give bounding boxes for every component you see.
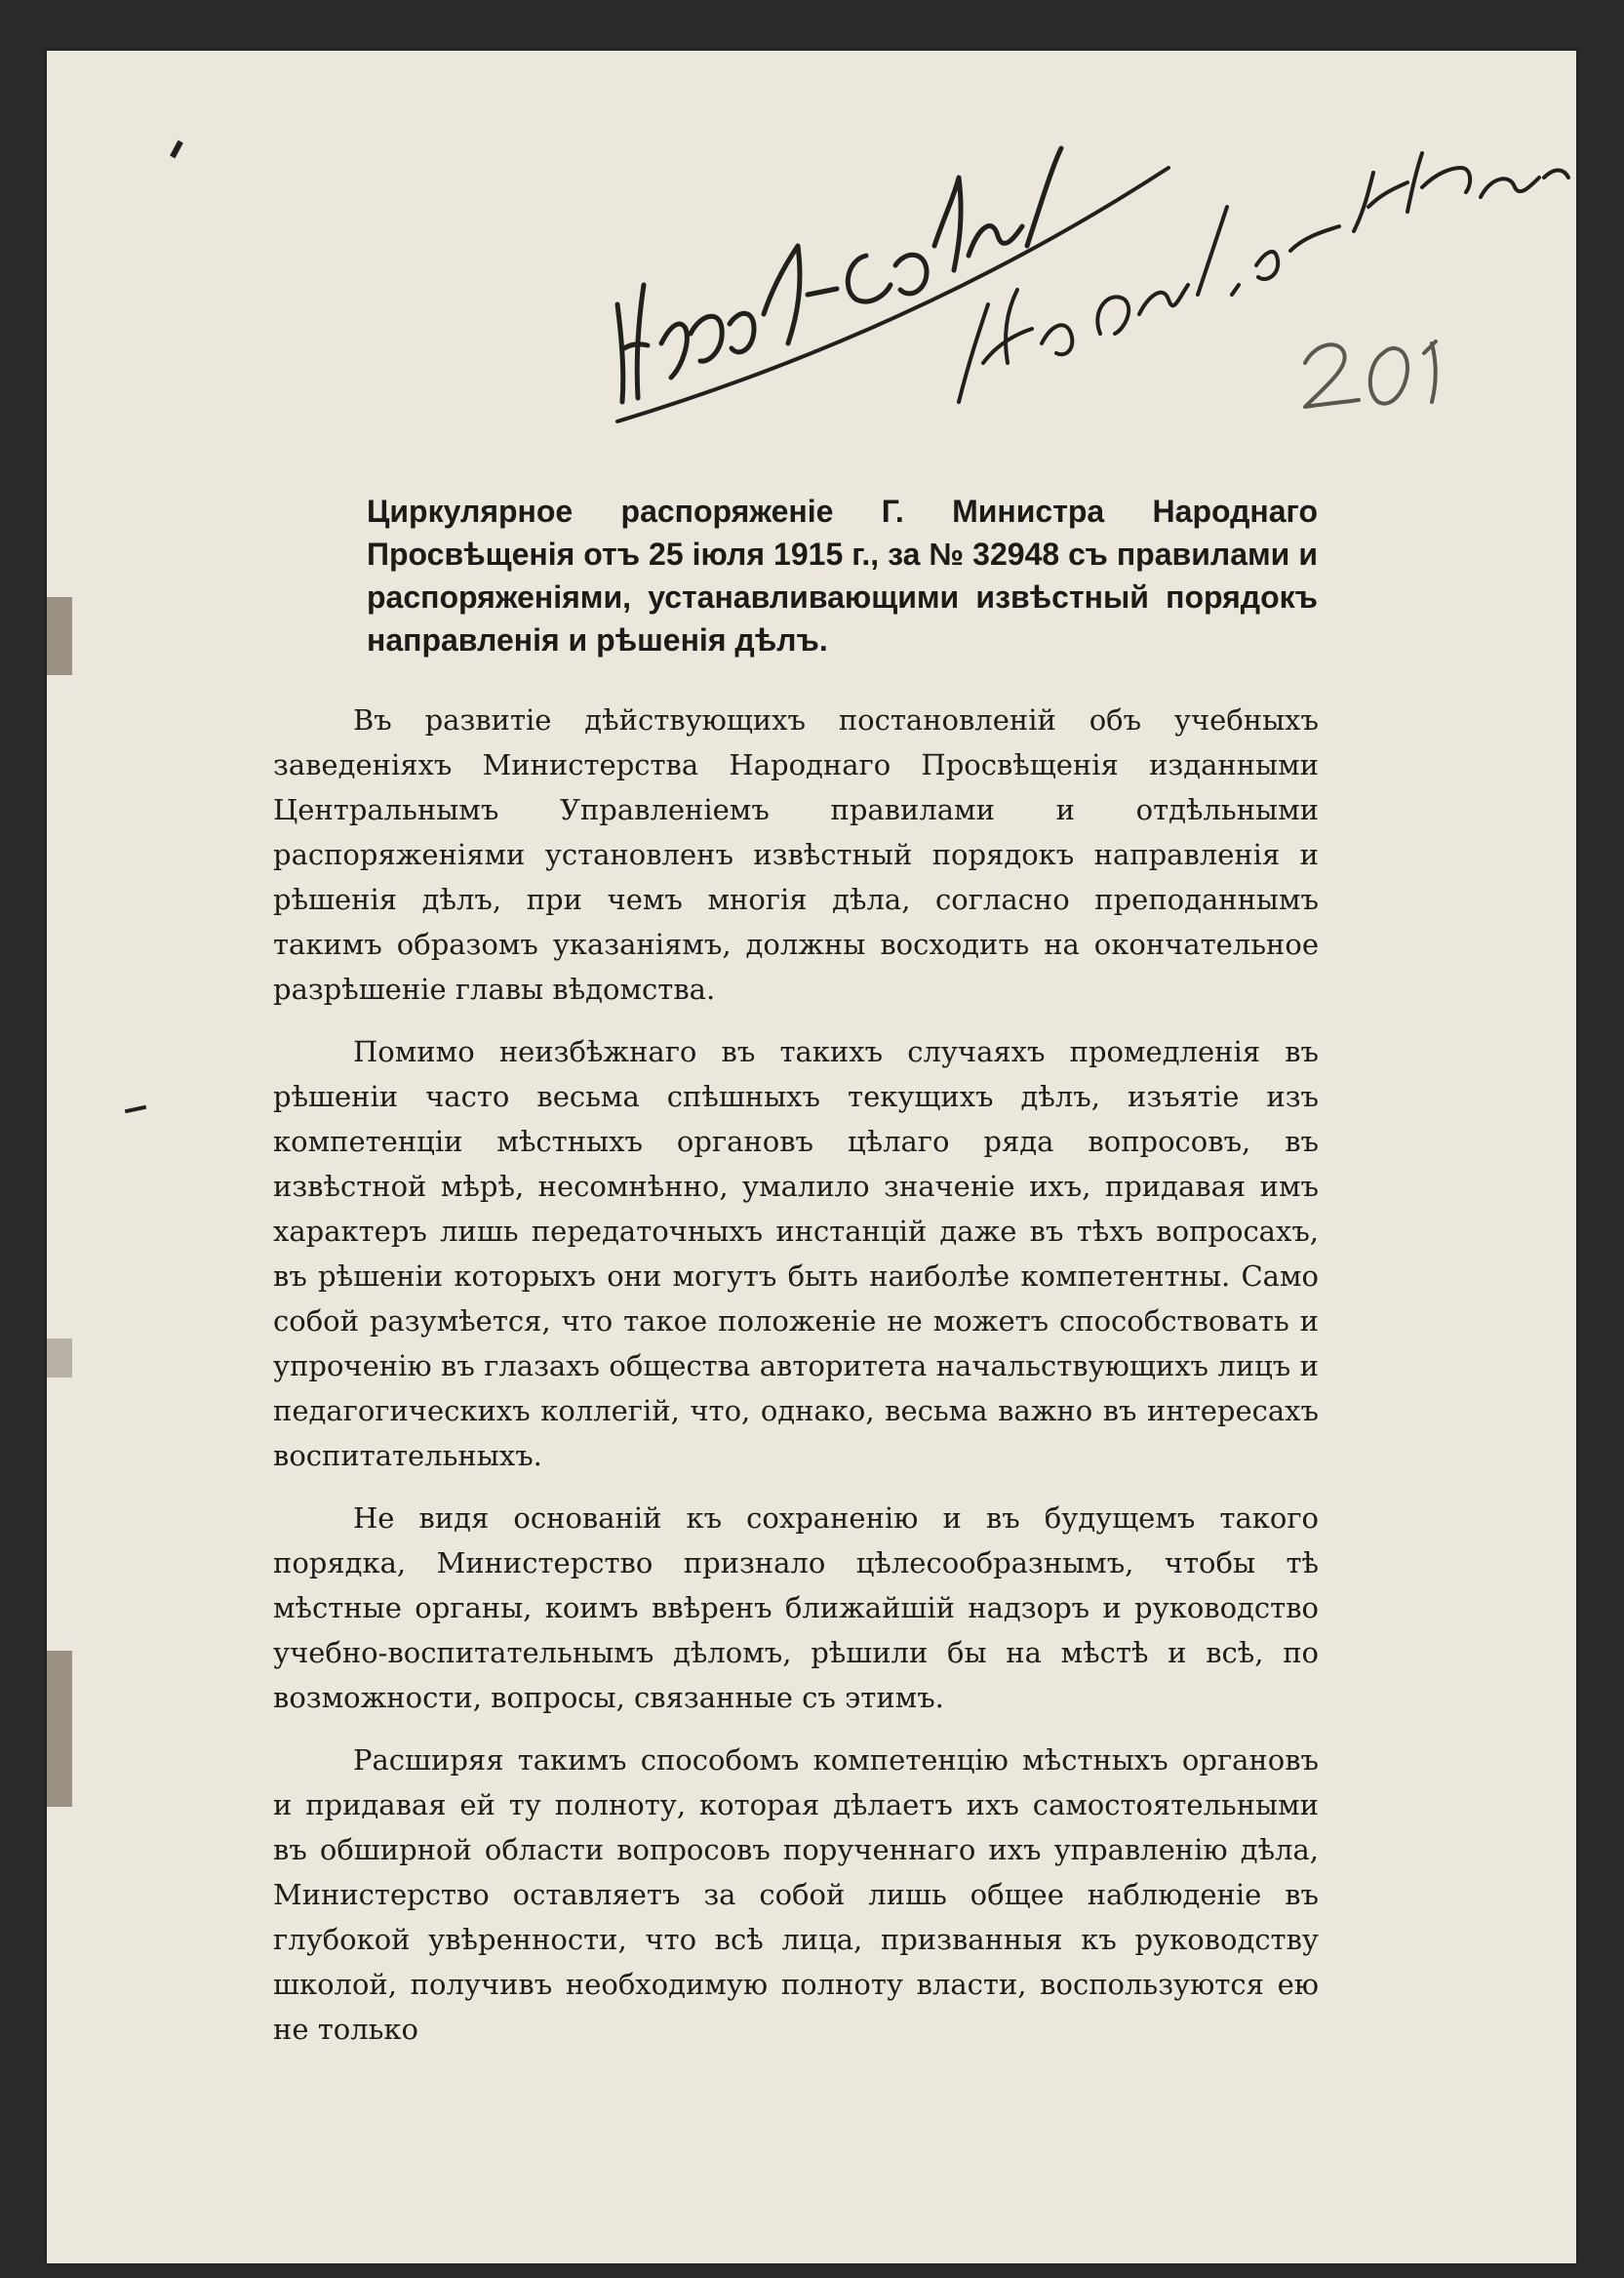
paragraph: Расширяя такимъ способомъ компетенцію мѣстныхъ органовъ и придавая ей ту полноту, которая дѣлаетъ ихъ самостоятельными въ обширной области вопросовъ порученнаго ихъ управленію дѣла, Министерство оставляетъ за собой лишь общее наблюденіе въ глубокой увѣренности, что всѣ лица, призванныя къ руководству школой, получивъ необходимую полноту власти, воспользуются ею не только [273, 1743, 1319, 2046]
pencil-number-note [1305, 341, 1436, 407]
ink-speck [170, 140, 183, 159]
document-page [47, 51, 1576, 2263]
handwritten-underline [617, 168, 1168, 421]
handwritten-note-left [617, 148, 1061, 402]
page-edge-damage [47, 597, 72, 675]
page-edge-damage [47, 1339, 72, 1378]
ink-speck [125, 1105, 146, 1113]
paragraph: Не видя основаній къ сохраненію и въ будущемъ такого порядка, Министерство признало цѣлесообразнымъ, чтобы тѣ мѣстные органы, коимъ ввѣренъ ближайшій надзоръ и руководство учебно-воспитательнымъ дѣломъ, рѣшили бы на мѣстѣ и всѣ, по возможности, вопросы, связанные съ этимъ. [273, 1501, 1319, 1714]
paragraph: Въ развитіе дѣйствующихъ постановленій объ учебныхъ заведеніяхъ Министерства Народнаго Просвѣщенія изданными Центральнымъ Управленіемъ правилами и отдѣльными распоряженіями установленъ извѣстный порядокъ направленія и рѣшенія дѣлъ, при чемъ многія дѣла, согласно преподаннымъ такимъ образомъ указаніямъ, должны восходить на окончательное разрѣшеніе главы вѣдомства. [273, 703, 1319, 1006]
document-body [273, 698, 1319, 2069]
document-title: Циркулярное распоряженіе Г. Министра Народнаго Просвѣщенія отъ 25 іюля 1915 г., за № 32948 съ правилами и распоряженіями, устанавливающими извѣстный порядокъ направленія и рѣшенія дѣлъ. [367, 494, 1318, 658]
handwritten-note-right [959, 153, 1568, 402]
paragraph: Помимо неизбѣжнаго въ такихъ случаяхъ промедленія въ рѣшеніи часто весьма спѣшныхъ текущихъ дѣлъ, изъятіе изъ компетенціи мѣстныхъ органовъ цѣлаго ряда вопросовъ, въ извѣстной мѣрѣ, несомнѣнно, умалило значеніе ихъ, придавая имъ характеръ лишь передаточныхъ инстанцій даже въ тѣхъ вопросахъ, въ рѣшеніи которыхъ они могутъ быть наиболѣе компетентны. Само собой разумѣется, что такое положеніе не можетъ способствовать и упроченію въ глазахъ общества авторитета начальствующихъ лицъ и педагогическихъ коллегій, что, однако, весьма важно въ интересахъ воспитательныхъ. [273, 1035, 1319, 1472]
page-edge-damage [47, 1651, 72, 1807]
